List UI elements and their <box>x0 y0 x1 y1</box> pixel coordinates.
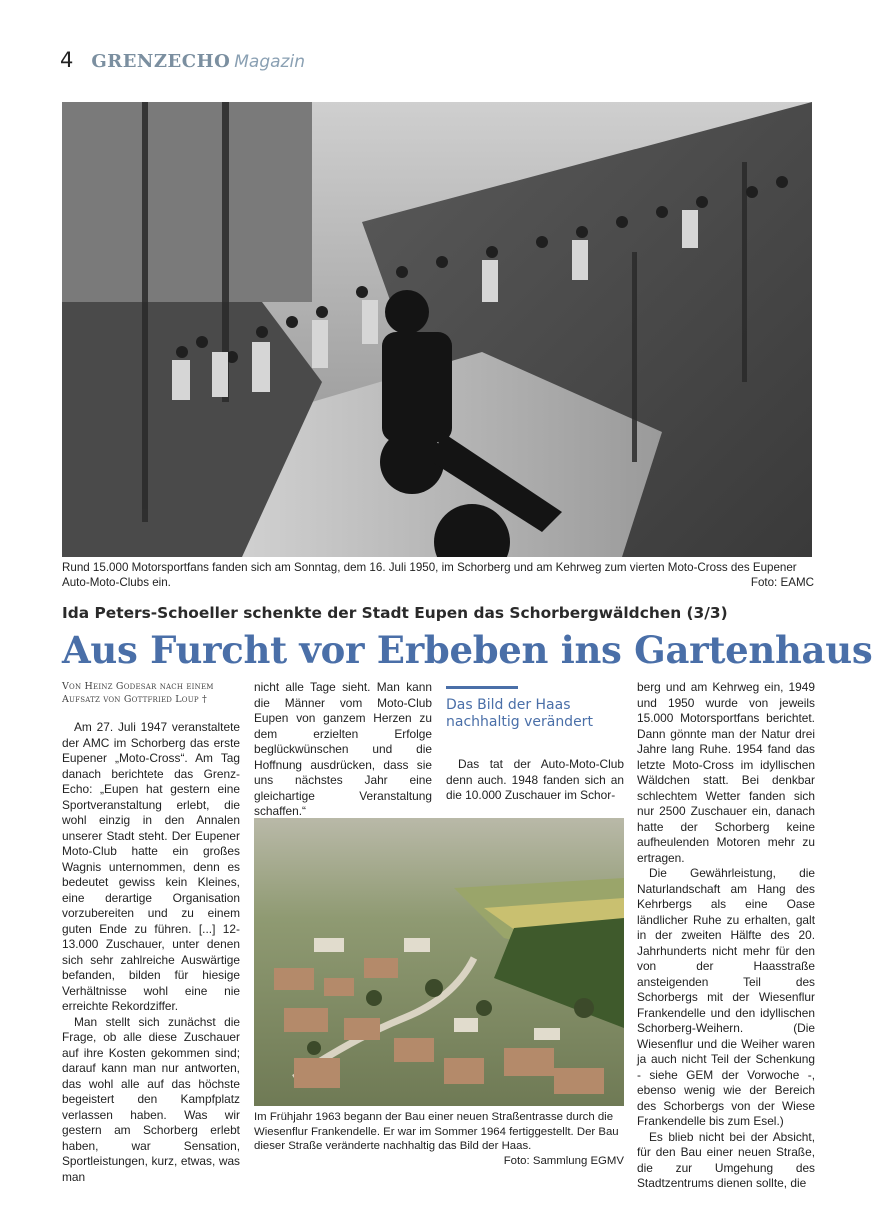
motocross-photo <box>62 102 812 557</box>
aerial-photo-caption <box>254 1110 624 1168</box>
page-number: 4 <box>60 48 74 72</box>
article-paragraph: berg und am Kehrweg ein, 1949 und 1950 wurde von jeweils 15.000 Motorsportfans berichtet. Dann gönnte man der Natur drei Jahre lang Ruhe. 1954 fand das letzte Moto-Cross im idyllischen Wäldchen statt. Bei denkbar schlechtem Wetter fanden sich nur 2500 Zuschauer ein, danach hatte der Schorberg keine aufheulenden Motoren mehr zu ertragen. <box>637 680 815 865</box>
masthead <box>91 51 305 72</box>
aerial-photo <box>254 818 624 1106</box>
article-column-1 <box>62 680 240 1185</box>
brand-subtitle: Magazin <box>234 52 305 72</box>
article-paragraph: Am 27. Juli 1947 veranstaltete der AMC im Schorberg das erste Eupener „Moto-Cross“. Am Tag danach berichtete das Grenz-Echo: „Eupen hat gestern eine Sportveranstaltung erlebt, die wohl einzig in den Annalen unserer Stadt steht. Der Eupener Moto-Club hatte ein großes Wagnis unternommen, denn es bedeutet gewiss kein Kleines, eine derartige Organisation vorzubereiten und zu einem guten Ende zu führen. [...] 12-13.000 Zuschauer, unter denen sich sehr zahlreiche Auswärtige befanden, bilden für hiesige Verhältnisse wohl eine nie erreichte Rekordziffer. <box>62 720 240 1013</box>
article-paragraph: nicht alle Tage sieht. Man kann die Männer vom Moto-Club Eupen von ganzem Herzen zu dem erzielten Erfolge beglückwünschen und die Hoffnung ausdrücken, dass sie uns nächstes Jahr eine gleichartige Veranstaltung schaffen.“ <box>254 680 432 818</box>
subhead-rule <box>446 686 518 689</box>
aerial-photo-caption-text: Im Frühjahr 1963 begann der Bau einer neuen Straßentrasse durch die Wiesenflur Frankendelle. Er war im Sommer 1964 fertiggestellt. Der Bau dieser Straße veränderte nachhaltig das Bild der Haas. <box>254 1111 619 1153</box>
article-paragraph: Die Gewährleistung, die Naturlandschaft am Hang des Kehrbergs als eine Oase ländlicher Ruhe zu erhalten, galt in der zweiten Hälfte des 20. Jahrhunderts nicht mehr für den von der Haasstraße ansteigenden Teil des Schorbergs mit der Wiesenflur Frankendelle und den idyllischen Schorberg-Weihern. (Die Wiesenflur und die Weiher waren ja auch nicht Teil der Schenkung - siehe GEM der Vorwoche -, ebenso wenig wie der Bereich des Schorbergs von der Wiese Frankendelle bis zum Esel.) <box>637 866 815 1128</box>
brand-name: GRENZECHO <box>91 51 231 72</box>
main-photo-credit: Foto: EAMC <box>750 576 814 589</box>
aerial-photo-credit: Foto: Sammlung EGMV <box>503 1154 624 1167</box>
page-header <box>60 48 305 76</box>
article-paragraph: Man stellt sich zunächst die Frage, ob alle diese Zuschauer auf ihre Kosten gekommen sind; darauf kann man nur antworten, das wohl alle auf das höchste begeistert den Kampfplatz verlassen haben. Was wir gestern am Schorberg erlebt haben, war Sensation, Sportleistungen, kurz, etwas, was man <box>62 1014 240 1184</box>
article-kicker: Ida Peters-Schoeller schenkte der Stadt Eupen das Schorbergwäldchen (3/3) <box>62 604 728 622</box>
motocross-photo-image <box>62 102 812 557</box>
aerial-photo-image <box>254 818 624 1106</box>
main-photo-caption-text: Rund 15.000 Motorsportfans fanden sich am Sonntag, dem 16. Juli 1950, im Schorberg und am Kehrweg zum vierten Moto-Cross des Eupener Auto-Moto-Clubs ein. <box>62 561 797 589</box>
article-column-3 <box>446 686 624 804</box>
article-paragraph: Es blieb nicht bei der Absicht, für den Bau einer neuen Straße, die zur Umgehung des Stadtzentrums dienen sollte, die <box>637 1129 815 1190</box>
main-photo-caption <box>62 560 814 590</box>
article-byline: Von Heinz Godesar nach einem Aufsatz von Gottfried Loup † <box>62 681 214 705</box>
article-headline: Aus Furcht vor Erbeben ins Gartenhaus <box>62 628 873 672</box>
article-column-4 <box>637 680 815 1192</box>
article-subhead: Das Bild der Haas nachhaltig verändert <box>446 697 593 730</box>
article-paragraph: Das tat der Auto-Moto-Club denn auch. 1948 fanden sich an die 10.000 Zuschauer im Schor- <box>446 757 624 802</box>
article-column-2 <box>254 680 432 820</box>
